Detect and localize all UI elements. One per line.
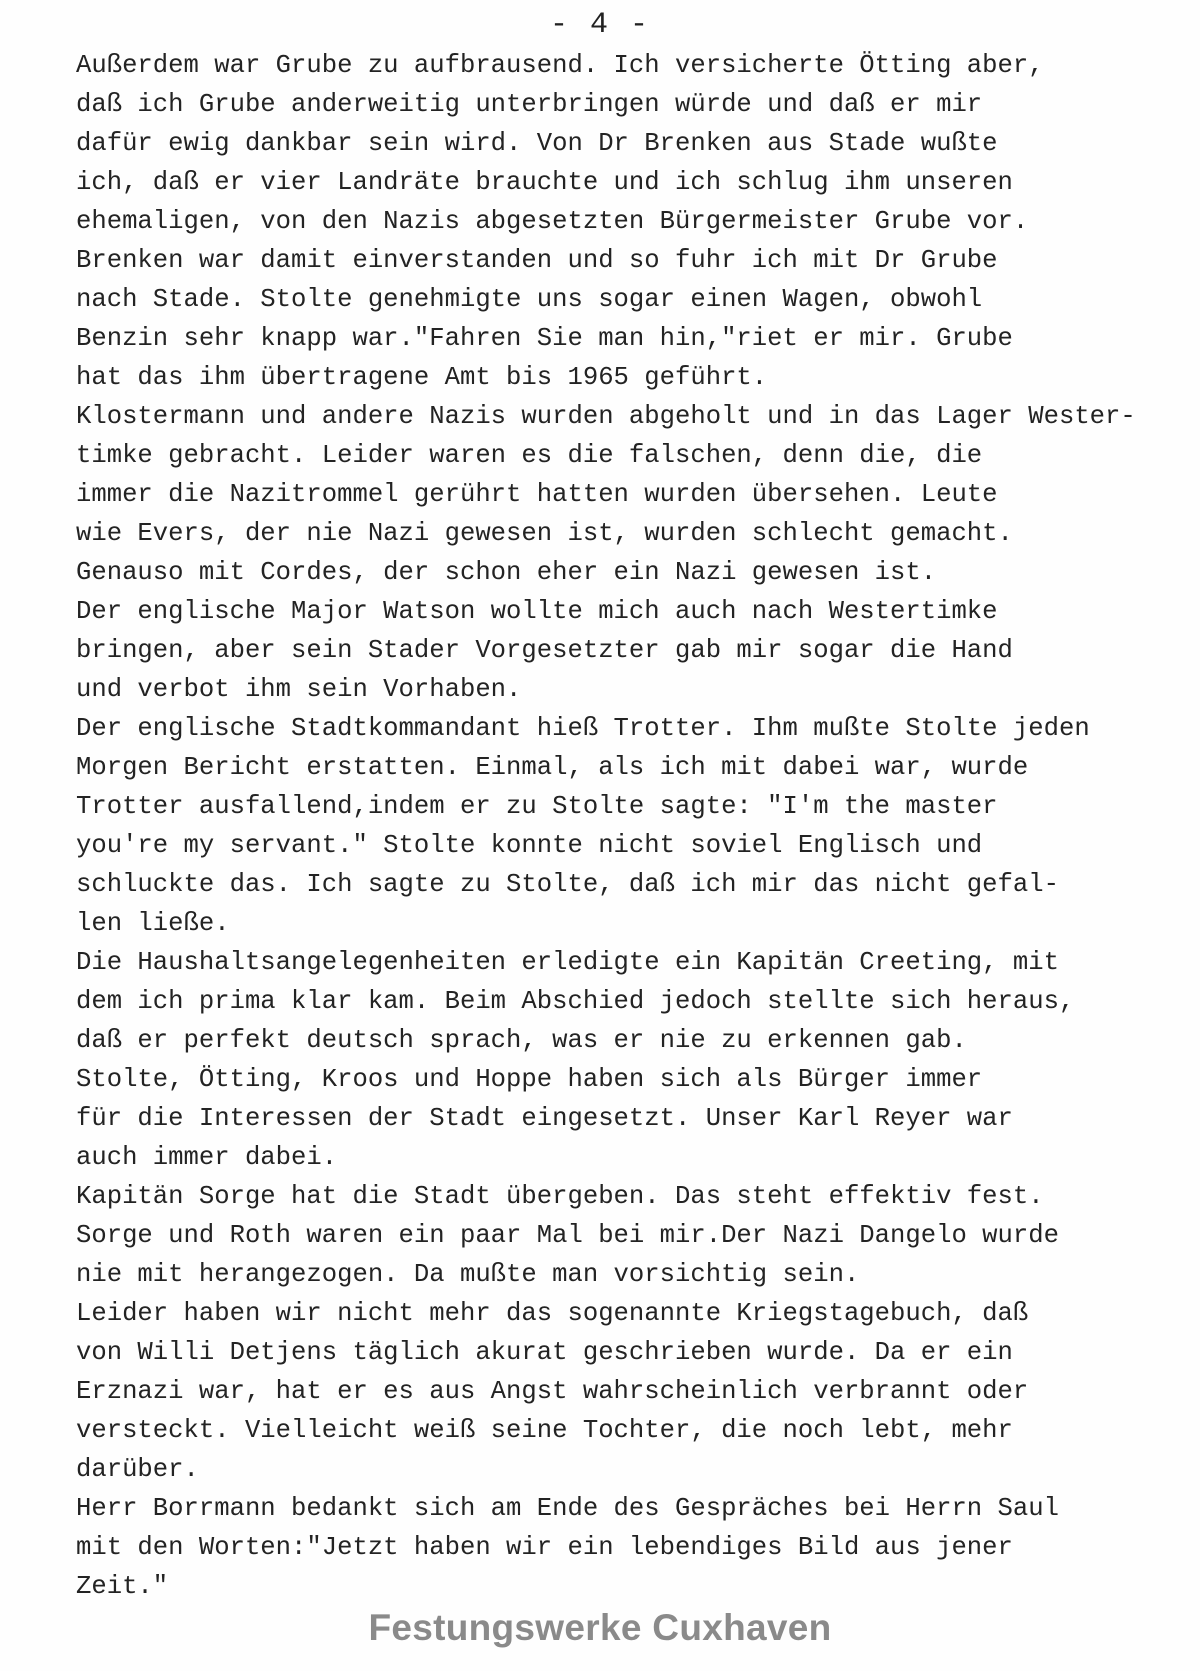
text-line: Kapitän Sorge hat die Stadt übergeben. Das steht effektiv fest. xyxy=(76,1182,1044,1211)
text-line: Zeit." xyxy=(76,1572,169,1601)
text-line: versteckt. Vielleicht weiß seine Tochter, die noch lebt, mehr xyxy=(76,1416,1013,1445)
text-line: Sorge und Roth waren ein paar Mal bei mir.Der Nazi Dangelo wurde xyxy=(76,1221,1059,1250)
text-line: timke gebracht. Leider waren es die falschen, denn die, die xyxy=(76,441,983,470)
text-line: Trotter ausfallend,indem er zu Stolte sagte: "I'm the master xyxy=(76,792,998,821)
text-line: Stolte, Ötting, Kroos und Hoppe haben sich als Bürger immer xyxy=(76,1065,983,1094)
text-line: Benzin sehr knapp war."Fahren Sie man hin,"riet er mir. Grube xyxy=(76,324,1013,353)
text-line: you're my servant." Stolte konnte nicht soviel Englisch und xyxy=(76,831,983,860)
watermark: Festungswerke Cuxhaven xyxy=(368,1607,832,1648)
text-line: Genauso mit Cordes, der schon eher ein Nazi gewesen ist. xyxy=(76,558,937,587)
text-line: nach Stade. Stolte genehmigte uns sogar einen Wagen, obwohl xyxy=(76,285,983,314)
text-line: immer die Nazitrommel gerührt hatten wurden übersehen. Leute xyxy=(76,480,998,509)
text-line: von Willi Detjens täglich akurat geschrieben wurde. Da er ein xyxy=(76,1338,1013,1367)
text-line: Der englische Stadtkommandant hieß Trotter. Ihm mußte Stolte jeden xyxy=(76,714,1090,743)
text-line: für die Interessen der Stadt eingesetzt. Unser Karl Reyer war xyxy=(76,1104,1013,1133)
text-line: Herr Borrmann bedankt sich am Ende des Gespräches bei Herrn Saul xyxy=(76,1494,1059,1523)
text-line: Leider haben wir nicht mehr das sogenannte Kriegstagebuch, daß xyxy=(76,1299,1029,1328)
text-line: mit den Worten:"Jetzt haben wir ein lebendiges Bild aus jener xyxy=(76,1533,1013,1562)
text-line: Der englische Major Watson wollte mich auch nach Westertimke xyxy=(76,597,998,626)
page-number: - 4 - xyxy=(549,8,650,42)
text-line: schluckte das. Ich sagte zu Stolte, daß ich mir das nicht gefal- xyxy=(76,870,1059,899)
text-line: dem ich prima klar kam. Beim Abschied jedoch stellte sich heraus, xyxy=(76,987,1075,1016)
text-line: ehemaligen, von den Nazis abgesetzten Bürgermeister Grube vor. xyxy=(76,207,1029,236)
text-line: ich, daß er vier Landräte brauchte und ich schlug ihm unseren xyxy=(76,168,1013,197)
text-line: Morgen Bericht erstatten. Einmal, als ich mit dabei war, wurde xyxy=(76,753,1029,782)
text-line: daß ich Grube anderweitig unterbringen würde und daß er mir xyxy=(76,90,983,119)
text-line: auch immer dabei. xyxy=(76,1143,338,1172)
text-line: bringen, aber sein Stader Vorgesetzter gab mir sogar die Hand xyxy=(76,636,1013,665)
text-line: Erznazi war, hat er es aus Angst wahrscheinlich verbrannt oder xyxy=(76,1377,1029,1406)
text-line: darüber. xyxy=(76,1455,199,1484)
text-line: und verbot ihm sein Vorhaben. xyxy=(76,675,522,704)
text-line: Klostermann und andere Nazis wurden abgeholt und in das Lager Wester- xyxy=(76,402,1136,431)
text-line: Brenken war damit einverstanden und so fuhr ich mit Dr Grube xyxy=(76,246,998,275)
text-line: hat das ihm übertragene Amt bis 1965 geführt. xyxy=(76,363,768,392)
text-line: dafür ewig dankbar sein wird. Von Dr Brenken aus Stade wußte xyxy=(76,129,998,158)
typewritten-body xyxy=(76,46,1186,1606)
text-line: len ließe. xyxy=(76,909,230,938)
text-line: Außerdem war Grube zu aufbrausend. Ich versicherte Ötting aber, xyxy=(76,51,1044,80)
text-line: wie Evers, der nie Nazi gewesen ist, wurden schlecht gemacht. xyxy=(76,519,1013,548)
text-line: daß er perfekt deutsch sprach, was er nie zu erkennen gab. xyxy=(76,1026,967,1055)
text-line: nie mit herangezogen. Da mußte man vorsichtig sein. xyxy=(76,1260,860,1289)
text-line: Die Haushaltsangelegenheiten erledigte ein Kapitän Creeting, mit xyxy=(76,948,1059,977)
